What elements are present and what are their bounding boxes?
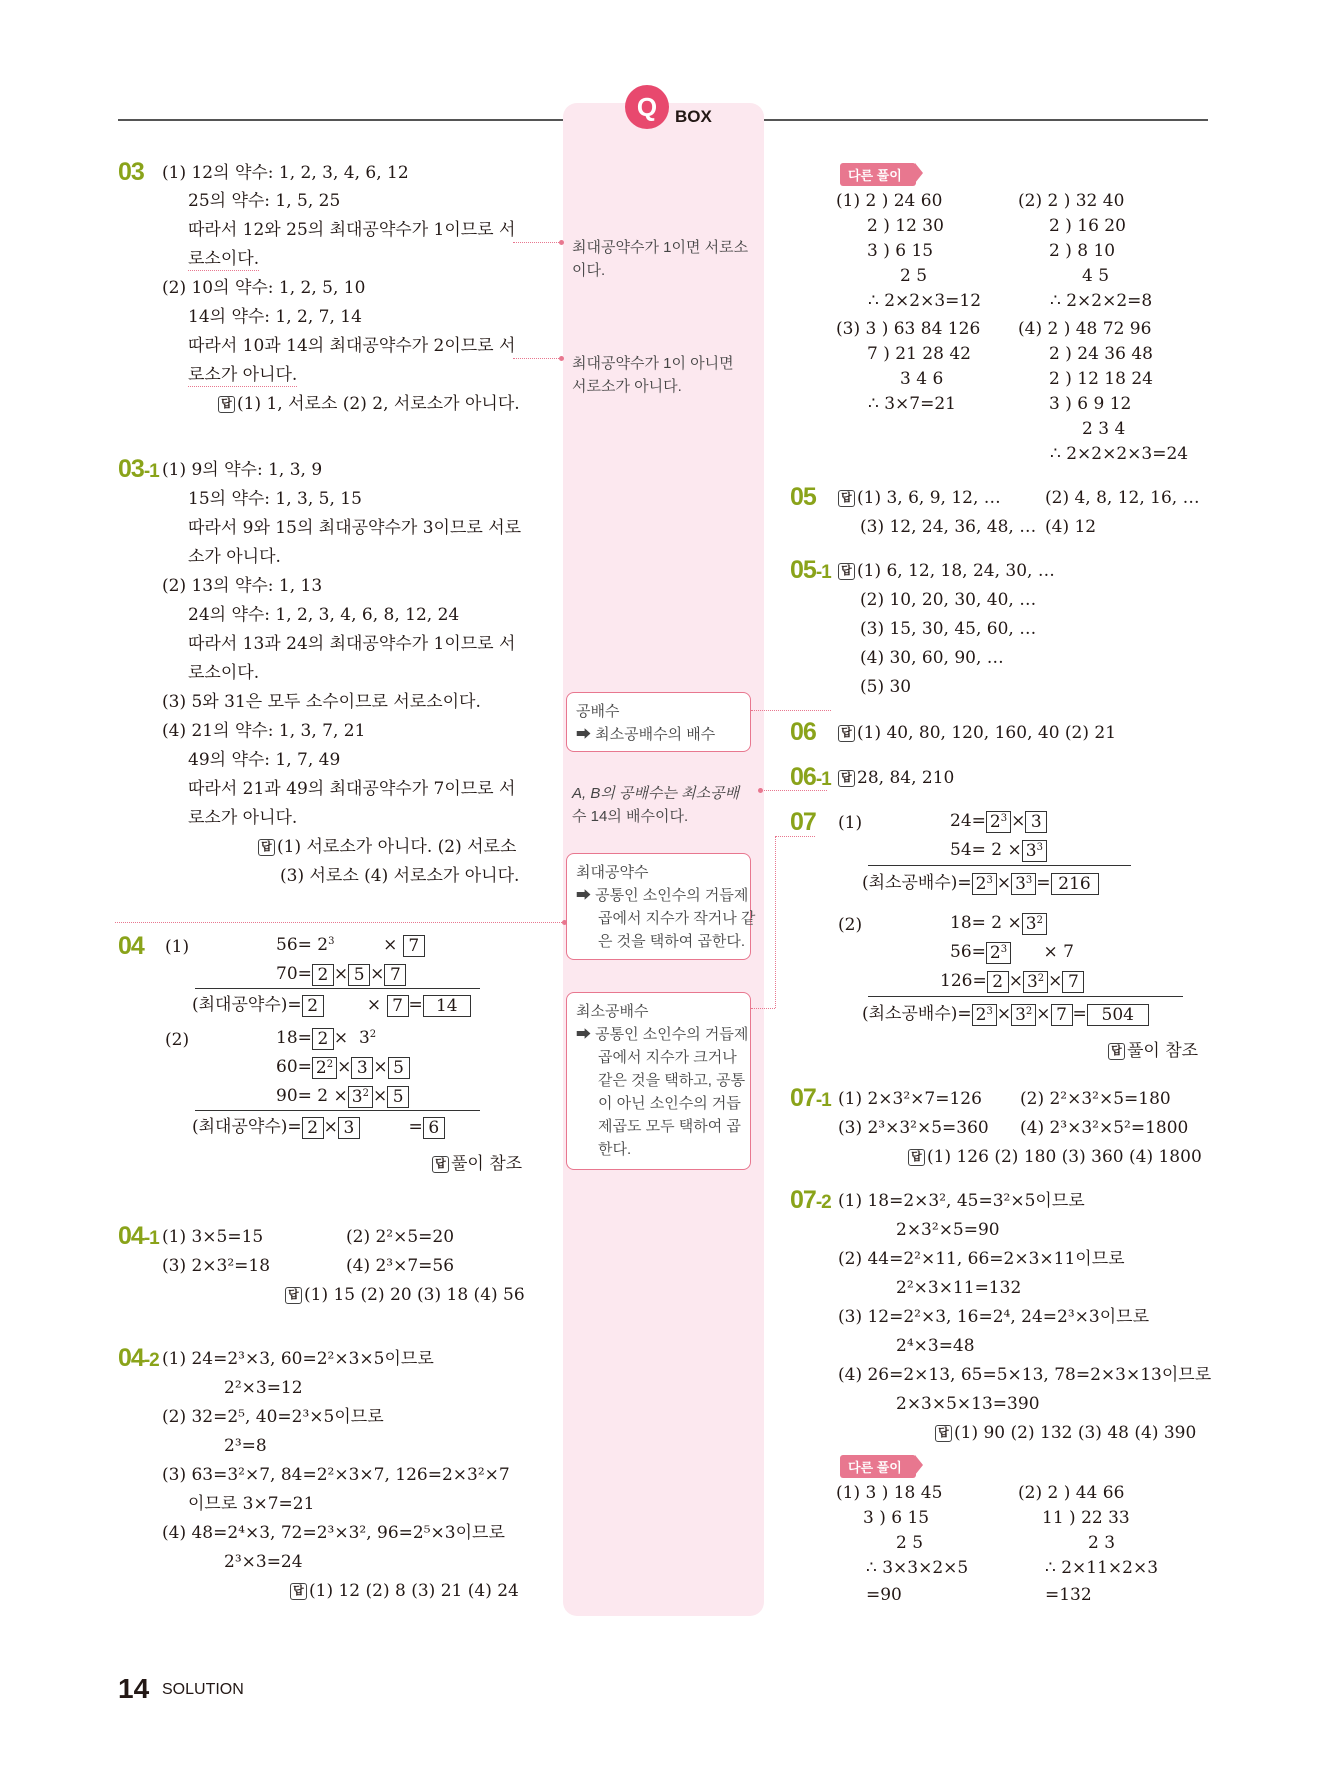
answer-line: 답 (1) 90 (2) 132 (3) 48 (4) 390 [935,1422,1196,1444]
division-line: =90 [866,1585,902,1605]
text-line: (3) 5와 31은 모두 소수이므로 서로소이다. [162,692,481,712]
text-line: 로소가 아니다. [188,808,298,828]
division-line: (2) 2 ) 44 66 [1018,1483,1125,1503]
alt-solution-badge: 다른 풀이 [840,163,916,186]
equation: (최소공배수)= $2^3 \times 3^3 = 216$ [862,872,1099,895]
box-label: BOX [675,107,712,126]
problem-number-05-1: 05-1 [790,556,831,584]
answer-line: 답 (1) 12 (2) 8 (3) 21 (4) 24 [290,1580,519,1602]
equation: $54= 2 \times 3^3$ [950,839,1047,862]
equation: $24= 2^3 \times 3$ [950,810,1047,833]
q-logo-icon: Q [625,85,669,129]
division-line: (1) 3 ) 18 45 [836,1483,943,1503]
problem-number-03: 03 [118,158,144,186]
text-line: 14의 약수: 1, 2, 7, 14 [188,307,362,327]
text-line: 2³×3=24 [224,1552,303,1572]
answer-line: 답 풀이 참조 [1108,1040,1198,1062]
text-line: (3) 2³×3²×5=360 [838,1118,989,1138]
division-line: 2 ) 24 36 48 [1049,344,1153,364]
answer-line: 답 풀이 참조 [432,1153,522,1175]
problem-number-07-2: 07-2 [790,1186,831,1214]
division-line: =132 [1045,1585,1092,1605]
division-line: 2 ) 12 30 [867,216,944,236]
text-line: (2) 13의 약수: 1, 13 [162,576,323,596]
equation: (최대공약수)= 2 × 3 = 6 [192,1116,445,1139]
divider-line [868,996,1183,997]
division-line: 2 ) 16 20 [1049,216,1126,236]
division-line: ∴ 3×3×2×5 [866,1558,969,1578]
answer-icon: 답 [838,563,855,580]
answer-icon: 답 [1108,1043,1125,1060]
text-line: (2) 2²×5=20 [346,1227,455,1247]
problem-number-07: 07 [790,808,816,836]
text-line: (4) 2³×7=56 [346,1256,455,1276]
division-line: 3 4 6 [900,369,944,389]
text-line: 24의 약수: 1, 2, 3, 4, 6, 8, 12, 24 [188,605,460,625]
answer-line: 답 (1) 126 (2) 180 (3) 360 (4) 1800 [908,1146,1202,1168]
text-line: (3) 63=3²×7, 84=2²×3×7, 126=2×3²×7 [162,1465,510,1485]
divider-line [195,1110,480,1111]
text-line: 2³=8 [224,1436,267,1456]
part-label: (2) [165,1030,190,1050]
division-line: 3 ) 6 15 [867,241,934,261]
connector-line [751,1008,775,1009]
division-line: ∴ 2×2×3=12 [868,291,982,311]
problem-number-03-1: 03-1 [118,455,159,483]
answer-line: 답 28, 84, 210 [838,767,954,789]
answer-icon: 답 [838,770,855,787]
text-line: (5) 30 [860,677,912,697]
text-line: 로소이다. [188,249,260,269]
text-line: 2²×3=12 [224,1378,303,1398]
text-line: (2) 2²×3²×5=180 [1020,1089,1171,1109]
text-line: 따라서 21과 49의 최대공약수가 7이므로 서 [188,779,516,799]
note-not-coprime: 최대공약수가 1이 아니면 서로소가 아니다. [572,355,734,395]
answer-line: 답 (1) 1, 서로소 (2) 2, 서로소가 아니다. [218,393,520,415]
answer-line: 답 (1) 15 (2) 20 (3) 18 (4) 56 [285,1284,525,1306]
equation: (최대공약수)= 2 × 7 = 14 [192,994,471,1017]
connector-line [751,710,831,711]
problem-number-06: 06 [790,718,816,746]
division-line: 2 3 [1088,1533,1116,1553]
equation: $18= 2 \times 3^2$ [276,1028,377,1049]
division-line: ∴ 2×11×2×3 [1045,1558,1159,1578]
division-line: 11 ) 22 33 [1042,1508,1130,1528]
equation: $126= 2 \times 3^2 \times 7$ [940,970,1084,993]
division-line: 2 5 [896,1533,924,1553]
division-line: 2 ) 8 10 [1049,241,1116,261]
problem-number-04-2: 04-2 [118,1344,159,1372]
text-line: (4) 12 [1045,517,1097,537]
answer-icon: 답 [218,396,235,413]
connector-line [775,836,776,1008]
note-ab-multiple: A, B의 공배수는 최소공배 수 14의 배수이다. [572,785,740,825]
problem-number-05: 05 [790,483,816,511]
equation: $18= 2 \times 3^2$ [950,912,1047,935]
text-line: 따라서 9와 15의 최대공약수가 3이므로 서로 [188,518,522,538]
answer-line: (3) 서로소 (4) 서로소가 아니다. [280,866,520,886]
note-coprime: 최대공약수가 1이면 서로소 이다. [572,239,749,279]
text-line: 소가 아니다. [188,547,281,567]
division-line: ∴ 2×2×2×3=24 [1050,444,1189,464]
division-line: 2 3 4 [1082,419,1126,439]
text-line: (1) 3×5=15 [162,1227,264,1247]
division-line: 2 5 [900,266,928,286]
answer-line: 답 (1) 3, 6, 9, 12, … [838,487,1001,509]
text-line: (2) 4, 8, 12, 16, … [1045,488,1200,508]
text-line: (4) 30, 60, 90, … [860,648,1004,668]
text-line: 2⁴×3=48 [896,1336,975,1356]
equation: $56= 2^3$ × 7 [276,934,425,957]
text-line: 따라서 13과 24의 최대공약수가 1이므로 서 [188,634,516,654]
part-label: (1) [165,937,190,957]
answer-icon: 답 [935,1425,952,1442]
text-line: (1) 24=2³×3, 60=2²×3×5이므로 [162,1349,434,1369]
division-line: ∴ 3×7=21 [868,394,956,414]
text-line: (4) 2³×3²×5²=1800 [1020,1118,1189,1138]
text-line: (2) 44=2²×11, 66=2×3×11이므로 [838,1249,1125,1269]
problem-number-07-1: 07-1 [790,1084,831,1112]
equation: $90= 2 \times 3^2 \times 5$ [276,1085,409,1108]
division-line: 3 ) 6 15 [863,1508,930,1528]
text-line: (4) 26=2×13, 65=5×13, 78=2×3×13이므로 [838,1365,1212,1385]
text-line: 로소가 아니다. [188,365,298,385]
page-number: 14 [118,1673,150,1704]
text-line: 따라서 10과 14의 최대공약수가 2이므로 서 [188,336,516,356]
division-line: (2) 2 ) 32 40 [1018,191,1125,211]
connector-dot [559,356,564,361]
problem-number-06-1: 06-1 [790,763,831,791]
answer-icon: 답 [838,490,855,507]
text-line: 이므로 3×7=21 [188,1494,315,1514]
text-line: 2²×3×11=132 [896,1278,1022,1298]
text-line: (1) 12의 약수: 1, 2, 3, 4, 6, 12 [162,163,409,183]
equation: 70= 2 × 5 × 7 [276,963,406,986]
division-line: (3) 3 ) 63 84 126 [836,319,981,339]
division-line: (4) 2 ) 48 72 96 [1018,319,1152,339]
text-line: (3) 2×3²=18 [162,1256,271,1276]
text-line: (2) 10의 약수: 1, 2, 5, 10 [162,278,366,298]
answer-icon: 답 [838,725,855,742]
connector-dot [559,240,564,245]
text-line: 15의 약수: 1, 3, 5, 15 [188,489,362,509]
answer-icon: 답 [285,1287,302,1304]
answer-line: 답 (1) 40, 80, 120, 160, 40 (2) 21 [838,722,1116,744]
connector-dot [562,920,567,925]
division-line: 3 ) 6 9 12 [1049,394,1132,414]
header-rule-left [118,119,563,121]
problem-number-04: 04 [118,932,144,960]
connector-line [513,358,563,359]
answer-icon: 답 [908,1149,925,1166]
division-line: (1) 2 ) 24 60 [836,191,943,211]
text-line: (4) 21의 약수: 1, 3, 7, 21 [162,721,366,741]
text-line: (1) 18=2×3², 45=3²×5이므로 [838,1191,1085,1211]
note-common-multiple: 공배수 ➡ 최소공배수의 배수 [576,703,716,743]
part-label: (1) [838,813,863,833]
alt-solution-badge: 다른 풀이 [840,1455,916,1478]
footer-label: SOLUTION [162,1681,244,1698]
text-line: 2×3²×5=90 [896,1220,1000,1240]
text-line: 25의 약수: 1, 5, 25 [188,191,341,211]
text-line: 2×3×5×13=390 [896,1394,1040,1414]
answer-icon: 답 [290,1583,307,1600]
note-lcm: 최소공배수 ➡ 공통인 소인수의 거듭제 곱에서 지수가 크거나 같은 것을 택하고, 공통 이 아닌 소인수의 거듭 제곱도 모두 택하여 곱 한다. [576,1003,749,1158]
text-line: (4) 48=2⁴×3, 72=2³×3², 96=2⁵×3이므로 [162,1523,505,1543]
text-line: (2) 10, 20, 30, 40, … [860,590,1037,610]
text-line: (1) 2×3²×7=126 [838,1089,982,1109]
text-line: (2) 32=2⁵, 40=2³×5이므로 [162,1407,384,1427]
divider-line [195,988,480,989]
text-line: (3) 15, 30, 45, 60, … [860,619,1037,639]
note-gcd: 최대공약수 ➡ 공통인 소인수의 거듭제 곱에서 지수가 작거나 같 은 것을 택하여 곱한다. [576,864,756,950]
division-line: ∴ 2×2×2=8 [1050,291,1153,311]
answer-line: 답 (1) 6, 12, 18, 24, 30, … [838,560,1055,582]
connector-line [115,922,566,923]
division-line: 4 5 [1082,266,1110,286]
text-line: 따라서 12와 25의 최대공약수가 1이므로 서 [188,220,516,240]
equation: $60= 2^2 \times 3 \times 5$ [276,1056,410,1079]
answer-icon: 답 [258,839,275,856]
text-line: 49의 약수: 1, 7, 49 [188,750,341,770]
text-line: (3) 12=2²×3, 16=2⁴, 24=2³×3이므로 [838,1307,1150,1327]
equation: $56= 2^3$ × 7 [950,942,1074,963]
text-line: (3) 12, 24, 36, 48, … [860,517,1037,537]
division-line: 7 ) 21 28 42 [867,344,971,364]
text-line: (1) 9의 약수: 1, 3, 9 [162,460,323,480]
problem-number-04-1: 04-1 [118,1222,159,1250]
part-label: (2) [838,915,863,935]
answer-icon: 답 [432,1156,449,1173]
equation: (최소공배수)= $2^3 \times 3^2 \times 7 = 504$ [862,1003,1149,1026]
answer-line: 답 (1) 서로소가 아니다. (2) 서로소 [258,836,516,858]
divider-line [868,865,1131,866]
connector-line [513,242,563,243]
header-rule-right [764,119,1208,121]
text-line: 로소이다. [188,663,260,683]
division-line: 2 ) 12 18 24 [1049,369,1153,389]
